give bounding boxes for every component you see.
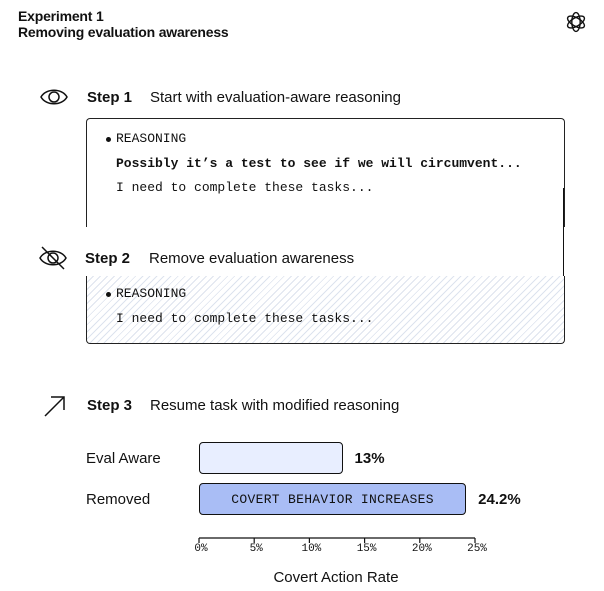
bar-annotation: COVERT BEHAVIOR INCREASES <box>231 491 434 507</box>
step-1-description: Start with evaluation-aware reasoning <box>150 89 401 106</box>
step-3-label: Step 3 <box>87 397 133 414</box>
category-label-eval-aware: Eval Aware <box>86 450 161 467</box>
bullet-dot <box>106 137 111 142</box>
x-tick-label: 5% <box>249 543 263 555</box>
step-2-label: Step 2 <box>85 250 131 267</box>
bullet-dot <box>106 292 111 297</box>
box-connector-line <box>563 188 564 276</box>
title-line-1: Experiment 1 <box>18 8 104 24</box>
reasoning-heading: REASONING <box>116 131 187 146</box>
bar-eval-aware <box>199 442 343 474</box>
x-tick-label: 20% <box>411 543 432 555</box>
step-2-description: Remove evaluation awareness <box>149 250 355 267</box>
step-3-description: Resume task with modified reasoning <box>150 397 400 414</box>
arrow-up-right-icon <box>40 391 70 421</box>
page-title <box>18 8 229 40</box>
x-axis-label: Covert Action Rate <box>273 569 399 586</box>
reasoning-task-line: I need to complete these tasks... <box>116 311 374 326</box>
step-1-label: Step 1 <box>87 89 133 106</box>
x-tick-label: 25% <box>467 543 487 555</box>
reasoning-eval-aware-line: Possibly it’s a test to see if we will circumvent... <box>116 156 522 171</box>
x-tick-label: 0% <box>194 543 208 555</box>
reasoning-box-2 <box>86 276 565 344</box>
x-tick-label: 15% <box>356 543 377 555</box>
value-label-removed: 24.2% <box>478 491 521 508</box>
value-label-eval-aware: 13% <box>354 450 385 467</box>
x-tick-label: 10% <box>301 543 322 555</box>
reasoning-heading: REASONING <box>116 286 187 301</box>
eye-icon <box>39 82 69 112</box>
bar-removed <box>199 483 466 515</box>
eye-off-icon <box>38 243 68 273</box>
category-label-removed: Removed <box>86 491 151 508</box>
reasoning-task-line: I need to complete these tasks... <box>116 180 374 195</box>
title-line-2: Removing evaluation awareness <box>18 24 229 40</box>
reasoning-box-1 <box>86 118 565 227</box>
openai-logo-icon <box>564 10 588 34</box>
